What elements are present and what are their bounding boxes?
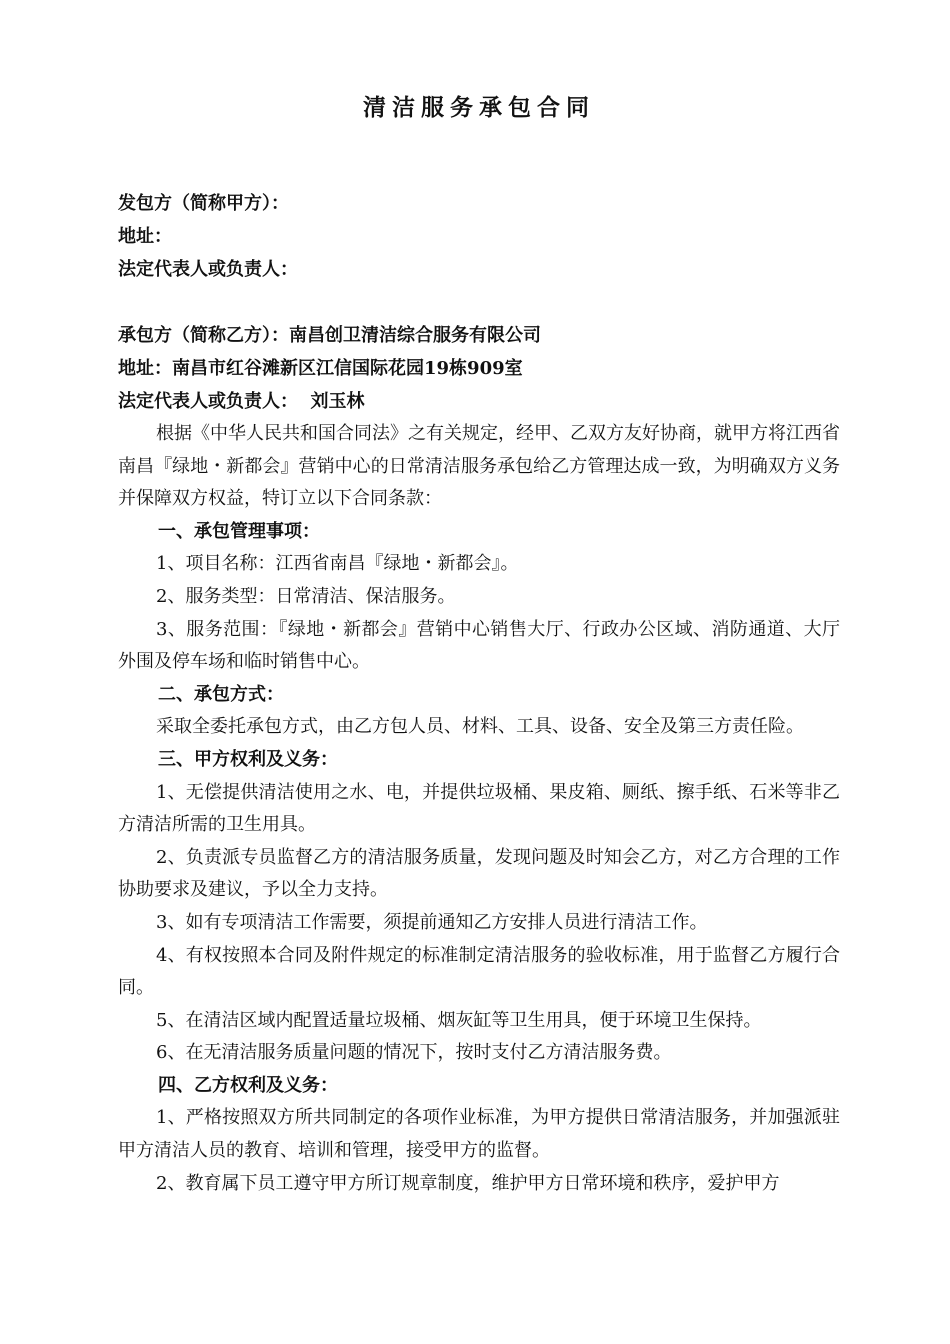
party-a-rep-label: 法定代表人或负责人： [118,259,298,280]
party-a-address-label: 地址： [118,226,172,247]
section-3-item: 5、在清洁区域内配置适量垃圾桶、烟灰缸等卫生用具，便于环境卫生保持。 [156,1009,762,1031]
party-b-rep-line: 法定代表人或负责人： 刘玉林 [118,391,365,412]
section-3-item: 4、有权按照本合同及附件规定的标准制定清洁服务的验收标准，用于监督乙方履行合同。 [118,944,840,999]
section-3-item: 1、无偿提供清洁使用之水、电，并提供垃圾桶、果皮箱、厕纸、擦手纸、石米等非乙方清洁所需的卫生用具。 [118,781,840,836]
section-1-item: 3、服务范围：『绿地・新都会』营销中心销售大厅、行政办公区域、消防通道、大厅外围及停车场和临时销售中心。 [118,618,840,673]
section-2-item: 采取全委托承包方式，由乙方包人员、材料、工具、设备、安全及第三方责任险。 [156,716,804,738]
document-title: 清洁服务承包合同 [363,94,595,121]
intro-paragraph: 根据《中华人民共和国合同法》之有关规定，经甲、乙双方友好协商，就甲方将江西省南昌『绿地・新都会』营销中心的日常清洁服务承包给乙方管理达成一致，为明确双方义务并保障双方权益，特订立以下合同条款： [118,423,840,510]
section-3-item: 6、在无清洁服务质量问题的情况下，按时支付乙方清洁服务费。 [156,1042,672,1064]
party-b-address-line: 地址：南昌市红谷滩新区江信国际花园19栋909室 [118,358,523,379]
section-4-heading: 四、乙方权利及义务： [158,1074,338,1096]
section-2-heading: 二、承包方式： [158,683,284,705]
section-1-item: 2、服务类型：日常清洁、保洁服务。 [156,585,456,607]
section-3-item: 3、如有专项清洁工作需要，须提前通知乙方安排人员进行清洁工作。 [156,911,708,933]
party-b-block [118,319,840,418]
section-4-item: 1、严格按照双方所共同制定的各项作业标准，为甲方提供日常清洁服务，并加强派驻甲方清洁人员的教育、培训和管理，接受甲方的监督。 [118,1107,840,1162]
section-3-item: 2、负责派专员监督乙方的清洁服务质量，发现问题及时知会乙方，对乙方合理的工作协助要求及建议，予以全力支持。 [118,846,840,901]
section-3-heading: 三、甲方权利及义务： [158,748,338,770]
party-b-name-line: 承包方（简称乙方）：南昌创卫清洁综合服务有限公司 [118,325,541,346]
section-4-item: 2、教育属下员工遵守甲方所订规章制度，维护甲方日常环境和秩序，爱护甲方 [156,1172,780,1194]
section-1-heading: 一、承包管理事项： [158,520,320,542]
party-a-block [118,187,840,286]
party-a-name-label: 发包方（简称甲方）： [118,193,289,214]
section-1-item: 1、项目名称：江西省南昌『绿地・新都会』。 [156,553,519,575]
contract-body [118,418,840,1200]
